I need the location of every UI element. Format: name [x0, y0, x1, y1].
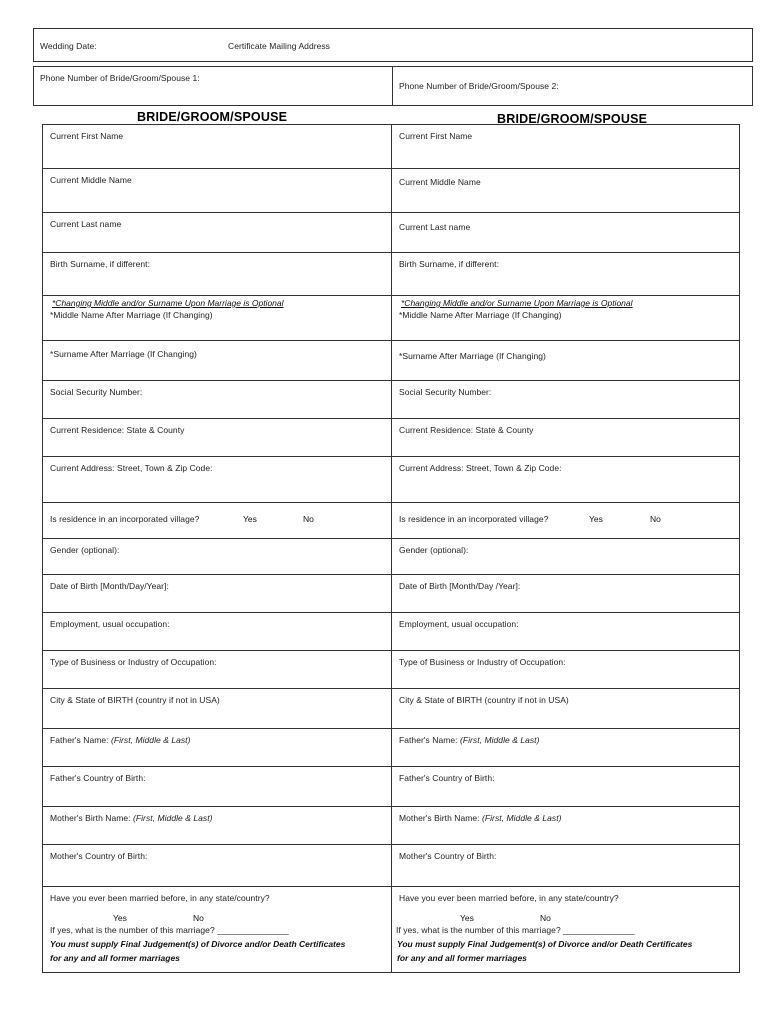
first-name-field-2[interactable] — [392, 124, 739, 168]
column-heading-left: BRIDE/GROOM/SPOUSE — [137, 110, 288, 124]
mother-country-label-2: Mother's Country of Birth: — [399, 851, 497, 861]
birthplace-field[interactable] — [43, 688, 391, 728]
father-country-field-2[interactable] — [392, 766, 739, 806]
residence-label: Current Residence: State & County — [50, 425, 185, 435]
dob-label: Date of Birth [Month/Day/Year]: — [50, 581, 169, 591]
married-before-label-2: Have you ever been married before, in any state/country? — [399, 893, 619, 903]
mother-name-field-2[interactable] — [392, 806, 739, 844]
village-no-option[interactable]: No — [303, 514, 314, 524]
middle-after-marriage-label: *Middle Name After Marriage (If Changing) — [50, 310, 213, 320]
gender-field-2[interactable] — [392, 538, 739, 574]
business-label-2: Type of Business or Industry of Occupation: — [399, 657, 566, 667]
mother-name-hint: (First, Middle & Last) — [133, 813, 213, 823]
first-name-label-2: Current First Name — [399, 131, 473, 141]
village-label-2: Is residence in an incorporated village? — [399, 514, 549, 524]
ssn-field[interactable] — [43, 380, 391, 418]
village-yes-option[interactable]: Yes — [243, 514, 257, 524]
business-field-2[interactable] — [392, 650, 739, 688]
divorce-note-line-2: for any and all former marriages — [50, 953, 180, 963]
mother-name-label-2 — [399, 813, 562, 823]
father-name-label-2 — [399, 735, 539, 745]
village-no-option-2[interactable]: No — [650, 514, 661, 524]
first-name-label: Current First Name — [50, 131, 124, 141]
address-label-2: Current Address: Street, Town & Zip Code: — [399, 463, 562, 473]
phone-spouse-2-label: Phone Number of Bride/Groom/Spouse 2: — [399, 81, 559, 91]
phone-spouse-1-label: Phone Number of Bride/Groom/Spouse 1: — [40, 73, 200, 83]
father-name-field[interactable] — [43, 728, 391, 766]
divorce-note-line-1: You must supply Final Judgement(s) of Divorce and/or Death Certificates — [50, 939, 346, 949]
spouse-1-column — [42, 124, 392, 972]
gender-field[interactable] — [43, 538, 391, 574]
father-country-label-2: Father's Country of Birth: — [399, 773, 495, 783]
surname-after-marriage-label: *Surname After Marriage (If Changing) — [50, 349, 197, 359]
father-country-label: Father's Country of Birth: — [50, 773, 146, 783]
mother-name-text-2: Mother's Birth Name: — [399, 813, 480, 823]
ssn-label: Social Security Number: — [50, 387, 143, 397]
middle-after-marriage-label-2: *Middle Name After Marriage (If Changing) — [399, 310, 562, 320]
gender-label-2: Gender (optional): — [399, 545, 469, 555]
married-yes-option[interactable]: Yes — [113, 913, 127, 923]
address-field-2[interactable] — [392, 456, 739, 502]
married-before-field — [43, 886, 391, 972]
birth-surname-label-2: Birth Surname, if different: — [399, 259, 499, 269]
marriage-number-label[interactable]: If yes, what is the number of this marriage? _______________ — [50, 925, 289, 935]
wedding-date-label: Wedding Date: — [40, 41, 97, 51]
village-field — [43, 502, 391, 538]
married-before-label: Have you ever been married before, in any state/country? — [50, 893, 270, 903]
last-name-label-2: Current Last name — [399, 222, 471, 232]
divorce-note-line-1-2: You must supply Final Judgement(s) of Divorce and/or Death Certificates — [397, 939, 693, 949]
dob-label-2: Date of Birth [Month/Day /Year]: — [399, 581, 521, 591]
spouse-2-column — [392, 124, 740, 972]
form-bottom-border — [42, 972, 740, 973]
residence-field[interactable] — [43, 418, 391, 456]
address-label: Current Address: Street, Town & Zip Code: — [50, 463, 213, 473]
middle-after-marriage-field[interactable] — [43, 295, 391, 340]
surname-after-marriage-field[interactable] — [43, 340, 391, 380]
birth-surname-field[interactable] — [43, 252, 391, 295]
father-name-text: Father's Name: — [50, 735, 109, 745]
middle-name-label-2: Current Middle Name — [399, 177, 481, 187]
father-country-field[interactable] — [43, 766, 391, 806]
dob-field-2[interactable] — [392, 574, 739, 612]
last-name-field[interactable] — [43, 212, 391, 252]
married-no-option[interactable]: No — [193, 913, 204, 923]
first-name-field[interactable] — [43, 124, 391, 168]
surname-after-marriage-label-2: *Surname After Marriage (If Changing) — [399, 351, 546, 361]
business-field[interactable] — [43, 650, 391, 688]
birth-surname-label: Birth Surname, if different: — [50, 259, 150, 269]
certificate-mailing-address-label: Certificate Mailing Address — [228, 41, 330, 51]
mother-country-label: Mother's Country of Birth: — [50, 851, 148, 861]
phone-row — [33, 66, 753, 106]
father-name-hint: (First, Middle & Last) — [110, 735, 191, 745]
mother-name-label — [50, 813, 213, 823]
birthplace-label: City & State of BIRTH (country if not in USA) — [50, 695, 220, 705]
middle-name-field[interactable] — [43, 168, 391, 212]
residence-field-2[interactable] — [392, 418, 739, 456]
mother-country-field[interactable] — [43, 844, 391, 886]
village-label: Is residence in an incorporated village? — [50, 514, 200, 524]
married-no-option-2[interactable]: No — [540, 913, 551, 923]
business-label: Type of Business or Industry of Occupation: — [50, 657, 217, 667]
married-before-field-2 — [392, 886, 739, 972]
last-name-label: Current Last name — [50, 219, 122, 229]
birthplace-field-2[interactable] — [392, 688, 739, 728]
mother-name-text: Mother's Birth Name: — [50, 813, 131, 823]
phone-row-divider — [392, 67, 393, 105]
employment-label-2: Employment, usual occupation: — [399, 619, 519, 629]
dob-field[interactable] — [43, 574, 391, 612]
ssn-label-2: Social Security Number: — [399, 387, 492, 397]
marriage-number-label-2[interactable]: If yes, what is the number of this marriage? _______________ — [396, 925, 635, 935]
father-name-text-2: Father's Name: — [399, 735, 458, 745]
middle-after-marriage-field-2[interactable] — [392, 295, 739, 340]
mother-name-field[interactable] — [43, 806, 391, 844]
wedding-info-row — [33, 28, 753, 62]
optional-change-note-2: *Changing Middle and/or Surname Upon Marriage is Optional — [401, 298, 633, 308]
surname-after-marriage-field-2[interactable] — [392, 340, 739, 380]
address-field[interactable] — [43, 456, 391, 502]
father-name-hint-2: (First, Middle & Last) — [459, 735, 540, 745]
birth-surname-field-2[interactable] — [392, 252, 739, 295]
middle-name-field-2[interactable] — [392, 168, 739, 212]
employment-field-2[interactable] — [392, 612, 739, 650]
residence-label-2: Current Residence: State & County — [399, 425, 534, 435]
employment-field[interactable] — [43, 612, 391, 650]
divorce-note-line-2-2: for any and all former marriages — [397, 953, 527, 963]
optional-change-note: *Changing Middle and/or Surname Upon Marriage is Optional — [52, 298, 284, 308]
gender-label: Gender (optional): — [50, 545, 120, 555]
column-heading-right: BRIDE/GROOM/SPOUSE — [497, 112, 648, 126]
mother-country-field-2[interactable] — [392, 844, 739, 886]
employment-label: Employment, usual occupation: — [50, 619, 170, 629]
village-yes-option-2[interactable]: Yes — [589, 514, 603, 524]
married-yes-option-2[interactable]: Yes — [460, 913, 474, 923]
birthplace-label-2: City & State of BIRTH (country if not in USA) — [399, 695, 569, 705]
village-field-2 — [392, 502, 739, 538]
father-name-field-2[interactable] — [392, 728, 739, 766]
mother-name-hint-2: (First, Middle & Last) — [482, 813, 562, 823]
last-name-field-2[interactable] — [392, 212, 739, 252]
father-name-label — [50, 735, 190, 745]
ssn-field-2[interactable] — [392, 380, 739, 418]
middle-name-label: Current Middle Name — [50, 175, 132, 185]
